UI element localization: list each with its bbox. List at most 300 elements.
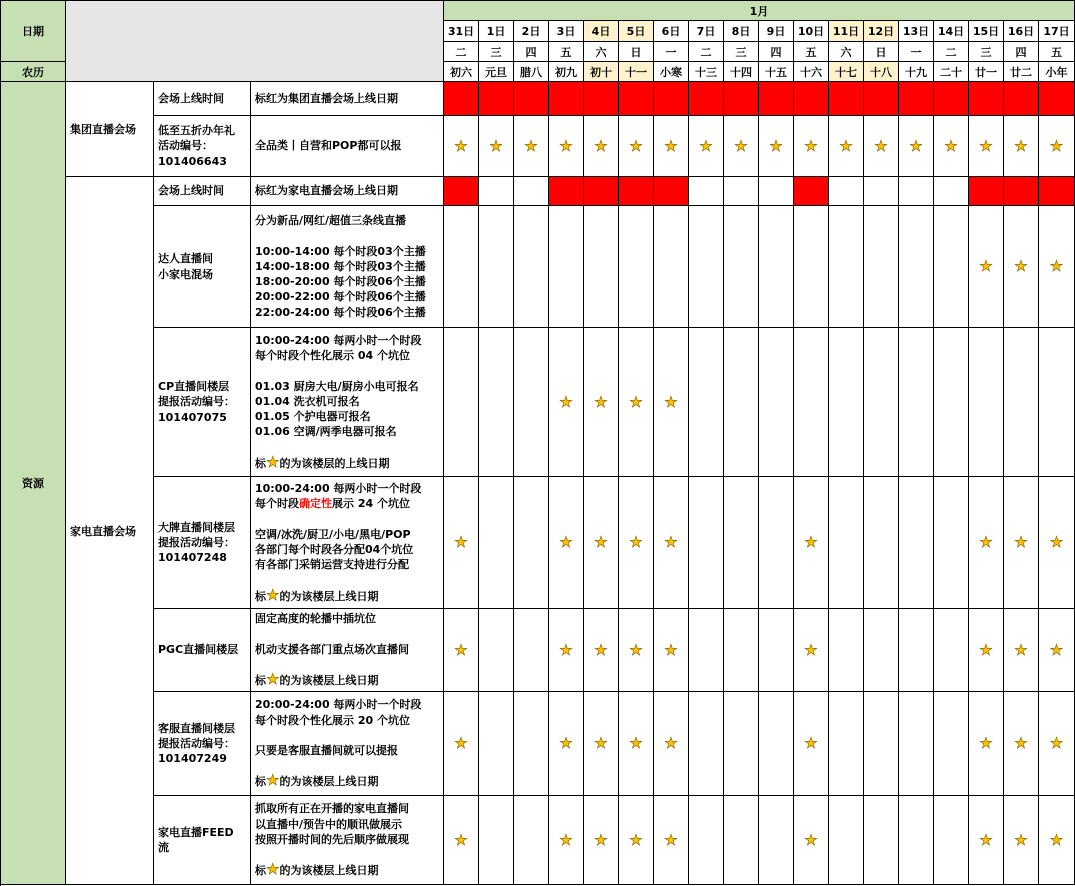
day-cell: [899, 328, 934, 477]
desc-part: 的为该楼层上线日期: [279, 864, 379, 878]
desc-part: 展示 24 个坑位 空调/冰洗/厨卫/小电/黑电/POP 各部门每个时段各分配04个坑位 有各部门采销运营支持进行分配 标: [255, 497, 414, 603]
day-cell: [444, 206, 479, 328]
day-cell: [654, 206, 689, 328]
day-cell: [479, 206, 514, 328]
day-week-cell: 二: [689, 42, 724, 62]
day-cell: [1039, 116, 1075, 177]
day-week-cell: 六: [584, 42, 619, 62]
star-icon: ★: [664, 136, 678, 155]
day-date-cell: 11日: [829, 21, 864, 42]
star-icon: ★: [664, 392, 678, 411]
day-cell: [829, 609, 864, 692]
day-cell: [549, 116, 584, 177]
day-cell: [794, 328, 829, 477]
day-week-cell: 四: [514, 42, 549, 62]
legend-star-icon: ★: [266, 670, 280, 689]
live-day-cell: [689, 82, 724, 116]
row-description-text: 标红为集团直播会场上线日期: [255, 91, 398, 105]
day-lunar-cell: 十六: [794, 62, 829, 82]
live-day-cell: [444, 177, 479, 206]
live-day-cell: [619, 82, 654, 116]
star-icon: ★: [559, 392, 573, 411]
day-cell: [794, 796, 829, 885]
day-cell: [514, 328, 549, 477]
star-icon: ★: [594, 136, 608, 155]
day-lunar-cell: 初十: [584, 62, 619, 82]
day-cell: [724, 692, 759, 796]
live-day-cell: [829, 82, 864, 116]
day-cell: [969, 328, 1004, 477]
day-cell: [864, 477, 899, 609]
day-cell: [549, 796, 584, 885]
day-cell: [829, 206, 864, 328]
star-icon: ★: [559, 734, 573, 752]
day-cell: [759, 796, 794, 885]
star-icon: ★: [559, 136, 573, 155]
day-cell: [759, 116, 794, 177]
day-date-cell: 2日: [514, 21, 549, 42]
live-day-cell: [969, 177, 1004, 206]
day-cell: [444, 477, 479, 609]
day-cell: [724, 477, 759, 609]
row-label: 会场上线时间: [154, 82, 251, 116]
day-week-cell: 五: [549, 42, 584, 62]
day-cell: [619, 477, 654, 609]
legend-star-icon: ★: [266, 771, 280, 790]
row-description: [251, 328, 444, 477]
star-icon: ★: [1014, 257, 1028, 275]
star-icon: ★: [769, 136, 783, 155]
day-lunar-cell: 廿一: [969, 62, 1004, 82]
day-week-cell: 四: [759, 42, 794, 62]
star-icon: ★: [909, 136, 923, 155]
day-cell: [899, 692, 934, 796]
row-description-text: 分为新品/网红/超值三条线直播 10:00-14:00 每个时段03个主播 14:00-18:00 每个时段03个主播 18:00-20:00 每个时段06个主播 20:00-22:00 每个时段06个主播 22:00-24:00 每个时段06个主播: [255, 214, 426, 319]
day-cell: [794, 206, 829, 328]
day-cell: [1004, 206, 1039, 328]
star-icon: ★: [1049, 830, 1064, 849]
day-cell: [619, 609, 654, 692]
star-icon: ★: [944, 136, 958, 155]
desc-part: 10:00-24:00 每两小时一个时段 每个时段个性化展示 04 个坑位 01.03 厨房大电/厨房小电可报名 01.04 洗衣机可报名 01.05 个护电器可报名 01.06 空调/两季电器可报名 标: [255, 334, 422, 470]
day-cell: [829, 116, 864, 177]
day-lunar-cell: 二十: [934, 62, 969, 82]
star-icon: ★: [594, 734, 608, 752]
star-icon: ★: [454, 136, 468, 155]
day-week-cell: 二: [934, 42, 969, 62]
live-day-cell: [934, 82, 969, 116]
day-cell: [479, 328, 514, 477]
row-description: [251, 82, 444, 116]
day-week-cell: 二: [444, 42, 479, 62]
day-cell: [724, 796, 759, 885]
day-lunar-cell: 十四: [724, 62, 759, 82]
star-icon: ★: [594, 640, 608, 659]
day-cell: [899, 116, 934, 177]
star-icon: ★: [804, 136, 818, 155]
day-week-cell: 四: [1004, 42, 1039, 62]
star-icon: ★: [629, 734, 643, 752]
day-cell: [969, 692, 1004, 796]
day-lunar-cell: 十七: [829, 62, 864, 82]
day-cell: [864, 609, 899, 692]
lunar-label: 农历: [1, 62, 66, 82]
day-cell: [899, 609, 934, 692]
day-date-cell: 15日: [969, 21, 1004, 42]
day-cell: [654, 116, 689, 177]
live-day-cell: [654, 177, 689, 206]
row-description-text: [255, 697, 421, 789]
live-day-cell: [794, 177, 829, 206]
day-date-cell: 4日: [584, 21, 619, 42]
star-icon: ★: [699, 136, 713, 155]
day-lunar-cell: 十八: [864, 62, 899, 82]
day-cell: [689, 206, 724, 328]
day-cell: [934, 177, 969, 206]
day-cell: [689, 609, 724, 692]
row-description: [251, 609, 444, 692]
day-date-cell: 5日: [619, 21, 654, 42]
day-lunar-cell: 初六: [444, 62, 479, 82]
star-icon: ★: [1049, 257, 1064, 275]
day-cell: [689, 796, 724, 885]
day-date-cell: 17日: [1039, 21, 1075, 42]
day-cell: [514, 609, 549, 692]
live-day-cell: [724, 82, 759, 116]
day-cell: [584, 477, 619, 609]
day-cell: [899, 796, 934, 885]
day-cell: [1004, 796, 1039, 885]
day-cell: [514, 177, 549, 206]
day-cell: [1004, 692, 1039, 796]
day-cell: [549, 206, 584, 328]
day-date-cell: 6日: [654, 21, 689, 42]
day-lunar-cell: 十三: [689, 62, 724, 82]
day-cell: [969, 477, 1004, 609]
row-label: 客服直播间楼层 提报活动编号： 101407249: [154, 692, 251, 796]
star-icon: ★: [629, 136, 643, 155]
day-cell: [829, 328, 864, 477]
day-cell: [899, 206, 934, 328]
row-description: [251, 692, 444, 796]
day-cell: [1039, 609, 1075, 692]
live-day-cell: [1039, 82, 1075, 116]
star-icon: ★: [839, 136, 853, 155]
day-cell: [654, 477, 689, 609]
day-cell: [829, 692, 864, 796]
star-icon: ★: [594, 392, 608, 411]
live-day-cell: [759, 82, 794, 116]
row-label: 低至五折办年礼 活动编号： 101406643: [154, 116, 251, 177]
day-cell: [584, 609, 619, 692]
day-cell: [689, 116, 724, 177]
day-cell: [1039, 477, 1075, 609]
star-icon: ★: [979, 734, 993, 752]
star-icon: ★: [979, 533, 993, 551]
day-cell: [969, 206, 1004, 328]
day-cell: [829, 177, 864, 206]
day-date-cell: 12日: [864, 21, 899, 42]
day-cell: [759, 692, 794, 796]
row-label: PGC直播间楼层: [154, 609, 251, 692]
day-cell: [549, 477, 584, 609]
star-icon: ★: [1014, 533, 1028, 551]
desc-part: 的为该楼层上线日期: [279, 775, 379, 789]
day-cell: [479, 609, 514, 692]
star-icon: ★: [629, 533, 643, 551]
day-cell: [759, 477, 794, 609]
row-description: [251, 477, 444, 609]
day-cell: [549, 609, 584, 692]
section-group-live: 集团直播会场: [66, 82, 154, 177]
star-icon: ★: [1049, 533, 1064, 551]
day-cell: [479, 692, 514, 796]
star-icon: ★: [664, 533, 678, 551]
row-label: CP直播间楼层 提报活动编号： 101407075: [154, 328, 251, 477]
day-cell: [654, 609, 689, 692]
star-icon: ★: [559, 640, 573, 659]
day-cell: [479, 177, 514, 206]
star-icon: ★: [1014, 734, 1028, 752]
day-week-cell: 六: [829, 42, 864, 62]
row-description: [251, 796, 444, 885]
day-cell: [724, 328, 759, 477]
day-cell: [1039, 206, 1075, 328]
star-icon: ★: [1014, 136, 1028, 155]
star-icon: ★: [629, 830, 643, 849]
live-day-cell: [1004, 82, 1039, 116]
row-description: [251, 206, 444, 328]
day-week-cell: 一: [899, 42, 934, 62]
star-icon: ★: [979, 640, 993, 659]
star-icon: ★: [559, 830, 573, 849]
day-cell: [444, 328, 479, 477]
day-cell: [654, 328, 689, 477]
day-cell: [899, 177, 934, 206]
day-cell: [934, 796, 969, 885]
day-cell: [759, 609, 794, 692]
day-cell: [689, 477, 724, 609]
day-cell: [619, 328, 654, 477]
day-cell: [689, 692, 724, 796]
day-cell: [724, 206, 759, 328]
day-cell: [864, 177, 899, 206]
day-lunar-cell: 初九: [549, 62, 584, 82]
row-description-text: 全品类丨自营和POP都可以报: [255, 139, 402, 153]
star-icon: ★: [804, 734, 818, 752]
day-date-cell: 14日: [934, 21, 969, 42]
day-cell: [479, 796, 514, 885]
desc-part: 的为该楼层上线日期: [279, 674, 379, 688]
star-icon: ★: [454, 734, 468, 752]
live-day-cell: [899, 82, 934, 116]
live-day-cell: [654, 82, 689, 116]
live-day-cell: [794, 82, 829, 116]
day-cell: [969, 609, 1004, 692]
day-cell: [584, 796, 619, 885]
row-description-text: [255, 481, 421, 604]
star-icon: ★: [1014, 640, 1028, 659]
day-cell: [864, 206, 899, 328]
live-day-cell: [969, 82, 1004, 116]
day-week-cell: 五: [794, 42, 829, 62]
day-cell: [584, 206, 619, 328]
star-icon: ★: [734, 136, 748, 155]
star-icon: ★: [804, 533, 818, 551]
section-appliance-live: 家电直播会场: [66, 177, 154, 885]
day-cell: [549, 328, 584, 477]
star-icon: ★: [664, 734, 678, 752]
star-icon: ★: [594, 533, 608, 551]
day-week-cell: 五: [1039, 42, 1075, 62]
day-cell: [934, 692, 969, 796]
desc-part: 20:00-24:00 每两小时一个时段 每个时段个性化展示 20 个坑位 只要是客服直播间就可以提报 标: [255, 698, 422, 789]
day-lunar-cell: 十九: [899, 62, 934, 82]
legend-star-icon: ★: [266, 585, 280, 604]
day-lunar-cell: 小年: [1039, 62, 1075, 82]
desc-part: 的为该楼层的上线日期: [279, 456, 390, 470]
row-description: [251, 116, 444, 177]
star-icon: ★: [629, 640, 643, 659]
day-lunar-cell: 小寒: [654, 62, 689, 82]
day-week-cell: 三: [724, 42, 759, 62]
day-cell: [1004, 477, 1039, 609]
day-date-cell: 31日: [444, 21, 479, 42]
day-cell: [514, 477, 549, 609]
row-description-text: [255, 801, 409, 878]
day-date-cell: 7日: [689, 21, 724, 42]
star-icon: ★: [664, 830, 678, 849]
header-blank: [66, 1, 444, 82]
day-lunar-cell: 廿二: [1004, 62, 1039, 82]
day-date-cell: 8日: [724, 21, 759, 42]
day-cell: [934, 477, 969, 609]
star-icon: ★: [1049, 734, 1064, 752]
day-cell: [549, 692, 584, 796]
day-date-cell: 13日: [899, 21, 934, 42]
day-cell: [514, 796, 549, 885]
live-day-cell: [514, 82, 549, 116]
day-cell: [899, 477, 934, 609]
day-cell: [934, 206, 969, 328]
day-cell: [794, 116, 829, 177]
day-cell: [724, 177, 759, 206]
star-icon: ★: [524, 136, 538, 155]
star-icon: ★: [979, 830, 993, 849]
day-cell: [619, 206, 654, 328]
row-description: [251, 177, 444, 206]
live-day-cell: [584, 177, 619, 206]
star-icon: ★: [454, 830, 468, 849]
day-date-cell: 3日: [549, 21, 584, 42]
day-cell: [829, 796, 864, 885]
day-cell: [654, 796, 689, 885]
live-day-cell: [619, 177, 654, 206]
row-description-text: 标红为家电直播会场上线日期: [255, 184, 398, 198]
live-day-cell: [444, 82, 479, 116]
day-cell: [619, 116, 654, 177]
live-day-cell: [549, 177, 584, 206]
live-day-cell: [584, 82, 619, 116]
live-day-cell: [479, 82, 514, 116]
row-label: 大牌直播间楼层 提报活动编号： 101407248: [154, 477, 251, 609]
row-description-text: [255, 333, 421, 471]
day-cell: [584, 692, 619, 796]
day-cell: [619, 796, 654, 885]
day-cell: [794, 477, 829, 609]
day-cell: [864, 796, 899, 885]
star-icon: ★: [1049, 640, 1064, 659]
legend-star-icon: ★: [266, 452, 280, 471]
month-header: 1月: [444, 1, 1075, 21]
star-icon: ★: [629, 392, 643, 411]
day-cell: [479, 477, 514, 609]
star-icon: ★: [664, 640, 678, 659]
day-cell: [794, 692, 829, 796]
day-cell: [759, 177, 794, 206]
day-cell: [444, 609, 479, 692]
desc-part: 固定高度的轮播中插坑位 机动支援各部门重点场次直播间 标: [255, 612, 409, 688]
day-week-cell: 日: [864, 42, 899, 62]
live-day-cell: [1039, 177, 1075, 206]
day-cell: [444, 796, 479, 885]
row-label: 家电直播FEED 流: [154, 796, 251, 885]
day-cell: [444, 692, 479, 796]
day-cell: [1039, 796, 1075, 885]
day-cell: [934, 116, 969, 177]
day-cell: [934, 609, 969, 692]
day-cell: [829, 477, 864, 609]
day-cell: [864, 692, 899, 796]
day-date-cell: 1日: [479, 21, 514, 42]
day-cell: [1039, 692, 1075, 796]
row-label: 会场上线时间: [154, 177, 251, 206]
star-icon: ★: [1049, 136, 1064, 155]
star-icon: ★: [454, 640, 468, 659]
day-cell: [1004, 116, 1039, 177]
day-cell: [794, 609, 829, 692]
row-description-text: [255, 611, 409, 688]
resource-label: 资源: [1, 82, 66, 885]
star-icon: ★: [454, 533, 468, 551]
desc-part: 的为该楼层上线日期: [279, 589, 379, 603]
day-cell: [514, 692, 549, 796]
day-week-cell: 一: [654, 42, 689, 62]
day-cell: [969, 116, 1004, 177]
day-week-cell: 日: [619, 42, 654, 62]
live-day-cell: [864, 82, 899, 116]
star-icon: ★: [979, 136, 993, 155]
day-cell: [514, 116, 549, 177]
day-cell: [724, 116, 759, 177]
day-cell: [759, 328, 794, 477]
star-icon: ★: [979, 257, 993, 275]
desc-part: 抓取所有正在开播的家电直播间 以直播中/预告中的顺讯做展示 按照开播时间的先后顺序做展现 标: [255, 802, 409, 878]
day-cell: [934, 328, 969, 477]
desc-part: 10:00-24:00 每两小时一个时段 每个时段: [255, 482, 422, 511]
day-cell: [584, 116, 619, 177]
day-cell: [864, 116, 899, 177]
day-lunar-cell: 腊八: [514, 62, 549, 82]
date-label: 日期: [1, 1, 66, 62]
live-day-cell: [1004, 177, 1039, 206]
star-icon: ★: [559, 533, 573, 551]
day-cell: [864, 328, 899, 477]
day-cell: [584, 328, 619, 477]
day-cell: [444, 116, 479, 177]
star-icon: ★: [804, 830, 818, 849]
day-cell: [724, 609, 759, 692]
